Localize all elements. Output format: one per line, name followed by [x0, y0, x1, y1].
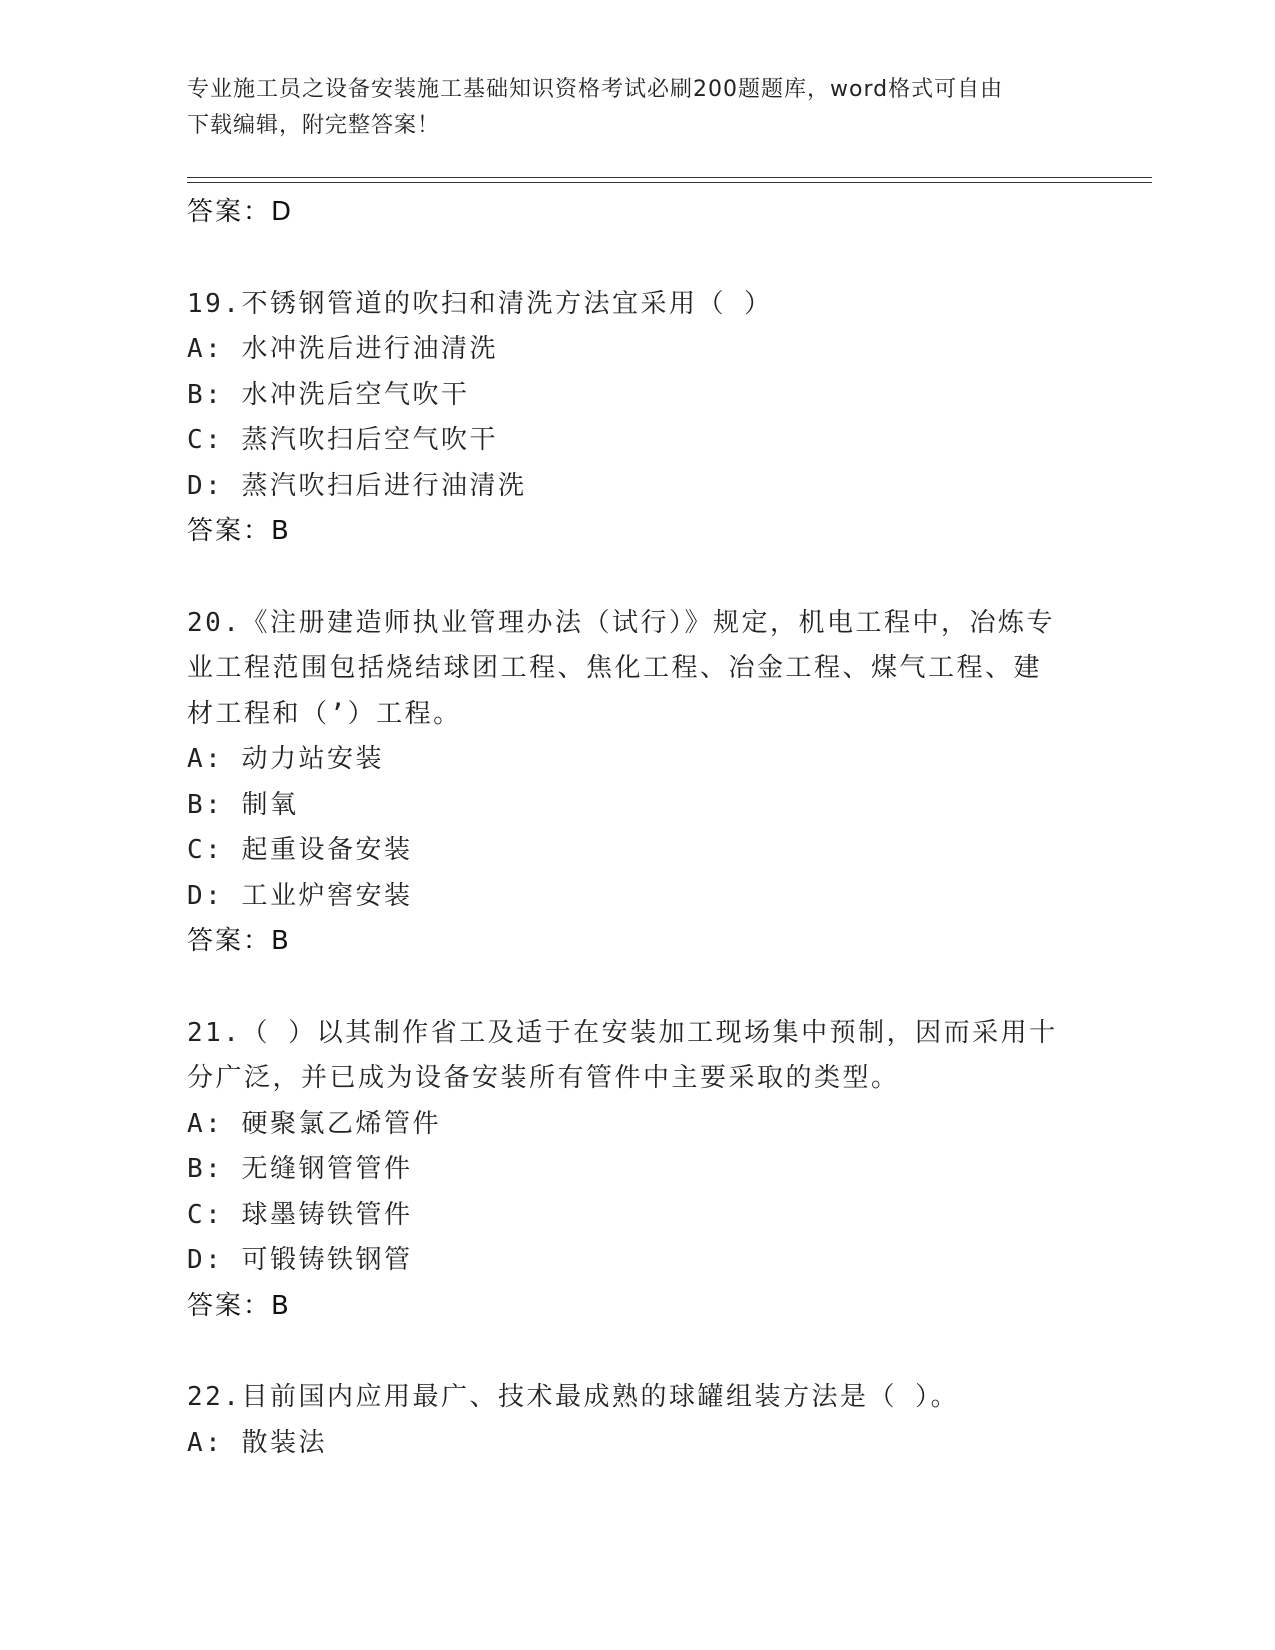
option-a: A: 动力站安装 — [187, 744, 384, 774]
option-b: B: 无缝钢管管件 — [187, 1154, 413, 1184]
question-text: 分广泛，并已成为设备安装所有管件中主要采取的类型。 — [187, 1063, 900, 1093]
option-d: D: 蒸汽吹扫后进行油清洗 — [187, 470, 527, 501]
question-text: 业工程范围包括烧结球团工程、焦化工程、冶金工程、煤气工程、建 — [187, 653, 1043, 683]
question-text: 21.（ ）以其制作省工及适于在安装加工现场集中预制，因而采用十 — [187, 1017, 1058, 1048]
answer-label: 答案：B — [187, 1290, 291, 1321]
question-block — [187, 282, 1087, 555]
header-line-1: 专业施工员之设备安装施工基础知识资格考试必刷200题题库，word格式可自由 — [187, 77, 1004, 102]
answer-label: 答案：B — [187, 926, 291, 956]
question-block — [187, 1375, 1087, 1466]
option-a: A: 水冲洗后进行油清洗 — [187, 334, 498, 364]
question-block — [187, 601, 1087, 965]
question-block — [187, 1011, 1087, 1330]
question-text: 19.不锈钢管道的吹扫和清洗方法宜采用（ ） — [187, 288, 773, 319]
option-c: C: 蒸汽吹扫后空气吹干 — [187, 425, 498, 455]
question-text: 22.目前国内应用最广、技术最成熟的球罐组装方法是（ ）。 — [187, 1382, 960, 1412]
spacer — [187, 965, 1087, 1011]
option-d: D: 工业炉窖安装 — [187, 880, 413, 911]
spacer — [187, 555, 1087, 601]
header-line-2: 下载编辑，附完整答案！ — [187, 113, 441, 138]
document-header — [187, 72, 1067, 144]
spacer — [187, 236, 1087, 282]
previous-answer: 答案：D — [187, 197, 294, 227]
question-text: 20.《注册建造师执业管理办法（试行）》规定，机电工程中，冶炼专 — [187, 607, 1055, 638]
option-c: C: 球墨铸铁管件 — [187, 1199, 413, 1230]
question-list — [187, 190, 1087, 1466]
option-b: B: 水冲洗后空气吹干 — [187, 379, 470, 410]
option-a: A: 散装法 — [187, 1427, 327, 1458]
answer-label: 答案：B — [187, 516, 291, 546]
header-divider-top — [187, 177, 1152, 178]
option-c: C: 起重设备安装 — [187, 835, 413, 865]
option-d: D: 可锻铸铁钢管 — [187, 1245, 413, 1275]
header-divider-bottom — [187, 182, 1152, 183]
question-text: 材工程和（’）工程。 — [187, 698, 462, 729]
option-b: B: 制氧 — [187, 789, 299, 820]
option-a: A: 硬聚氯乙烯管件 — [187, 1108, 441, 1139]
spacer — [187, 1329, 1087, 1375]
